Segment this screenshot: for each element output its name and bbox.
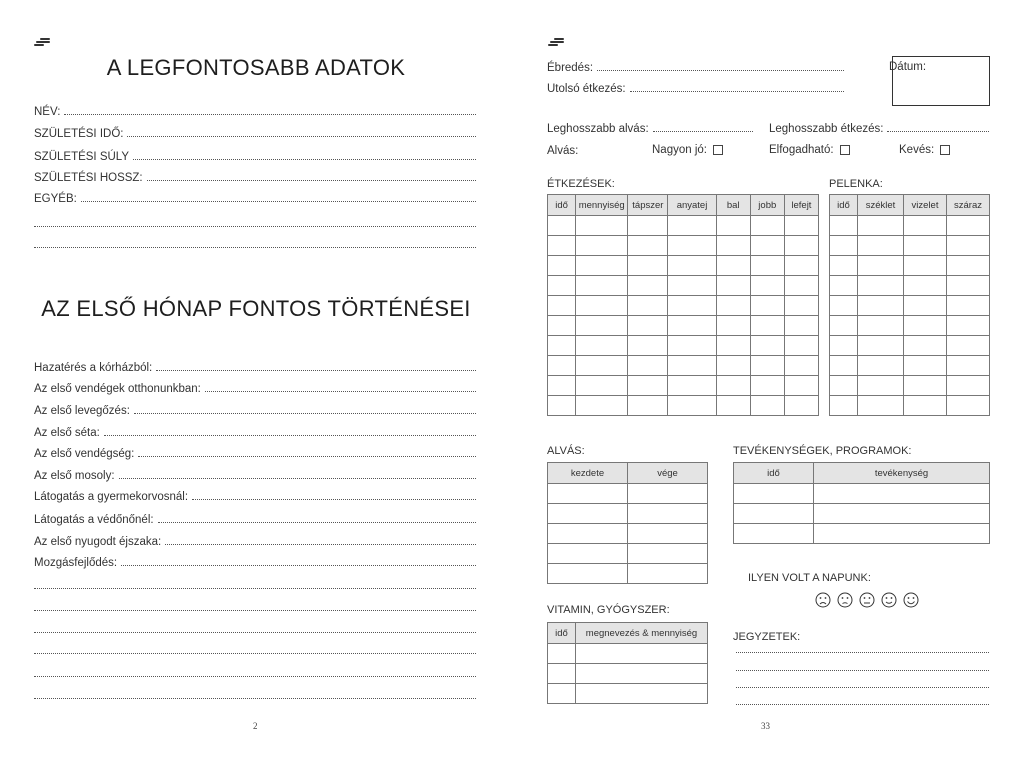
column-header: jobb — [750, 195, 784, 216]
event-field[interactable] — [34, 470, 476, 482]
event-field[interactable] — [34, 536, 476, 548]
event-field-label: Az első séta: — [34, 427, 100, 439]
table-cell[interactable] — [750, 216, 784, 236]
table-row — [830, 216, 990, 236]
table-cell[interactable] — [668, 316, 716, 336]
table-cell[interactable] — [784, 336, 818, 356]
table-cell[interactable] — [548, 524, 628, 544]
event-field-label: Látogatás a gyermekorvosnál: — [34, 491, 189, 503]
column-header: idő — [734, 463, 814, 484]
page-number: 2 — [253, 721, 258, 731]
longest-sleep-field[interactable] — [547, 123, 753, 135]
notes-line[interactable] — [736, 670, 989, 671]
basic-field-line[interactable] — [64, 113, 476, 115]
event-field-line[interactable] — [104, 434, 476, 436]
event-field[interactable] — [34, 405, 476, 417]
event-field-line[interactable] — [158, 521, 476, 523]
table-cell[interactable] — [576, 336, 628, 356]
table-cell[interactable] — [858, 396, 904, 416]
table-row — [830, 376, 990, 396]
event-field-line[interactable] — [121, 564, 476, 566]
event-field[interactable] — [34, 427, 476, 439]
diaper-section-title: PELENKA: — [829, 178, 883, 190]
table-cell[interactable] — [628, 296, 668, 316]
table-cell[interactable] — [576, 664, 708, 684]
table-row — [830, 336, 990, 356]
date-label: Dátum: — [889, 61, 927, 73]
diaper-table[interactable] — [829, 194, 990, 416]
table-cell[interactable] — [576, 644, 708, 664]
table-cell[interactable] — [548, 484, 628, 504]
basic-field[interactable] — [34, 151, 476, 163]
table-cell[interactable] — [858, 376, 904, 396]
column-header: idő — [548, 623, 576, 644]
little-label: Kevés: — [899, 144, 935, 156]
blank-line[interactable] — [34, 610, 476, 611]
day-rating-faces — [815, 592, 919, 608]
table-cell[interactable] — [628, 276, 668, 296]
very-happy-face-icon[interactable] — [903, 592, 919, 608]
table-cell[interactable] — [548, 296, 576, 316]
table-cell[interactable] — [628, 316, 668, 336]
basic-field-line[interactable] — [127, 135, 476, 137]
table-cell[interactable] — [814, 484, 990, 504]
table-row — [548, 216, 819, 236]
table-cell[interactable] — [858, 236, 904, 256]
table-cell[interactable] — [830, 296, 858, 316]
blank-line[interactable] — [34, 588, 476, 589]
column-header: megnevezés & mennyiség — [576, 623, 708, 644]
table-row — [830, 316, 990, 336]
table-row — [548, 276, 819, 296]
table-row — [548, 256, 819, 276]
table-row — [548, 684, 708, 704]
event-field-label: Az első nyugodt éjszaka: — [34, 536, 162, 548]
column-header: száraz — [947, 195, 990, 216]
table-row — [548, 524, 708, 544]
blank-line[interactable] — [34, 698, 476, 699]
basic-field-label: SZÜLETÉSI SÚLY — [34, 151, 130, 163]
column-header: széklet — [858, 195, 904, 216]
sleep-quality-label: Alvás: — [547, 145, 579, 157]
table-cell[interactable] — [814, 524, 990, 544]
table-cell[interactable] — [548, 684, 576, 704]
event-field-label: Az első mosoly: — [34, 470, 115, 482]
table-cell[interactable] — [576, 316, 628, 336]
basic-field-line[interactable] — [133, 158, 476, 160]
table-cell[interactable] — [858, 356, 904, 376]
table-cell[interactable] — [734, 524, 814, 544]
table-cell[interactable] — [716, 296, 750, 316]
vitamin-section-title: VITAMIN, GYÓGYSZER: — [547, 604, 670, 616]
sleep-table[interactable] — [547, 462, 708, 584]
notes-line[interactable] — [736, 704, 989, 705]
event-field[interactable] — [34, 557, 476, 569]
blank-line[interactable] — [34, 653, 476, 654]
basic-field-label: NÉV: — [34, 106, 61, 118]
table-cell[interactable] — [784, 396, 818, 416]
table-cell[interactable] — [830, 236, 858, 256]
table-cell[interactable] — [858, 336, 904, 356]
table-cell[interactable] — [576, 684, 708, 704]
table-cell[interactable] — [716, 216, 750, 236]
event-field[interactable] — [34, 362, 476, 374]
table-cell[interactable] — [548, 256, 576, 276]
table-cell[interactable] — [576, 296, 628, 316]
table-cell[interactable] — [716, 256, 750, 276]
longest-sleep-label: Leghosszabb alvás: — [547, 123, 649, 135]
acceptable-option[interactable] — [769, 144, 850, 156]
right-page — [512, 0, 1024, 768]
very-good-option[interactable] — [652, 144, 723, 156]
basic-field[interactable] — [34, 172, 476, 184]
event-field-line[interactable] — [165, 543, 476, 545]
page-title-main-data: A LEGFONTOSABB ADATOK — [106, 55, 406, 80]
table-row — [548, 356, 819, 376]
little-checkbox[interactable] — [940, 145, 950, 155]
meals-table[interactable] — [547, 194, 819, 416]
event-field-line[interactable] — [119, 477, 476, 479]
event-field-label: Mozgásfejlődés: — [34, 557, 118, 569]
basic-field-label: EGYÉB: — [34, 193, 77, 205]
activities-table[interactable] — [733, 462, 990, 544]
table-row — [548, 236, 819, 256]
event-field-line[interactable] — [192, 498, 476, 500]
blank-line[interactable] — [34, 632, 476, 633]
table-cell[interactable] — [548, 356, 576, 376]
table-cell[interactable] — [904, 316, 947, 336]
pen-logo-icon — [34, 38, 52, 48]
table-cell[interactable] — [628, 356, 668, 376]
column-header: mennyiség — [576, 195, 628, 216]
neutral-face-icon[interactable] — [859, 592, 875, 608]
table-cell[interactable] — [947, 256, 990, 276]
table-cell[interactable] — [784, 216, 818, 236]
table-cell[interactable] — [947, 236, 990, 256]
table-cell[interactable] — [830, 376, 858, 396]
page-number: 33 — [761, 721, 770, 731]
table-cell[interactable] — [904, 356, 947, 376]
table-cell[interactable] — [628, 504, 708, 524]
table-cell[interactable] — [628, 484, 708, 504]
table-cell[interactable] — [576, 236, 628, 256]
basic-field-line[interactable] — [147, 179, 476, 181]
table-row — [830, 356, 990, 376]
table-cell[interactable] — [548, 376, 576, 396]
table-cell[interactable] — [947, 276, 990, 296]
table-row — [734, 504, 990, 524]
table-cell[interactable] — [750, 396, 784, 416]
table-cell[interactable] — [814, 504, 990, 524]
table-cell[interactable] — [548, 664, 576, 684]
table-row — [548, 564, 708, 584]
last-meal-field[interactable] — [547, 83, 844, 95]
event-field-line[interactable] — [138, 455, 476, 457]
table-cell[interactable] — [716, 376, 750, 396]
table-row — [548, 484, 708, 504]
table-row — [830, 236, 990, 256]
column-header: bal — [716, 195, 750, 216]
table-row — [734, 484, 990, 504]
table-cell[interactable] — [628, 336, 668, 356]
table-cell[interactable] — [750, 336, 784, 356]
event-field-line[interactable] — [205, 390, 476, 392]
table-cell[interactable] — [576, 396, 628, 416]
table-cell[interactable] — [716, 396, 750, 416]
blank-line[interactable] — [34, 247, 476, 248]
table-cell[interactable] — [830, 316, 858, 336]
table-cell[interactable] — [784, 236, 818, 256]
wake-field[interactable] — [547, 62, 844, 74]
table-cell[interactable] — [734, 484, 814, 504]
table-cell[interactable] — [548, 236, 576, 256]
blank-line[interactable] — [34, 676, 476, 677]
day-rating-label: ILYEN VOLT A NAPUNK: — [748, 572, 871, 584]
table-cell[interactable] — [548, 544, 628, 564]
blank-line[interactable] — [34, 226, 476, 227]
event-field-label: Az első vendégek otthonunkban: — [34, 383, 201, 395]
table-row — [830, 256, 990, 276]
table-cell[interactable] — [904, 296, 947, 316]
table-cell[interactable] — [668, 376, 716, 396]
table-cell[interactable] — [830, 276, 858, 296]
column-header: tevékenység — [814, 463, 990, 484]
column-header: idő — [830, 195, 858, 216]
event-field-label: Hazatérés a kórházból: — [34, 362, 153, 374]
table-cell[interactable] — [750, 356, 784, 376]
table-cell[interactable] — [716, 316, 750, 336]
table-cell[interactable] — [830, 256, 858, 276]
table-cell[interactable] — [904, 236, 947, 256]
table-cell[interactable] — [548, 396, 576, 416]
wake-label: Ébredés: — [547, 62, 594, 74]
table-cell[interactable] — [548, 644, 576, 664]
very-good-label: Nagyon jó: — [652, 144, 707, 156]
table-row — [548, 644, 708, 664]
happy-face-icon[interactable] — [881, 592, 897, 608]
table-cell[interactable] — [548, 336, 576, 356]
table-cell[interactable] — [947, 296, 990, 316]
table-cell[interactable] — [628, 564, 708, 584]
table-cell[interactable] — [904, 336, 947, 356]
column-header: idő — [548, 195, 576, 216]
table-row — [734, 524, 990, 544]
table-cell[interactable] — [947, 336, 990, 356]
event-field-label: Az első levegőzés: — [34, 405, 130, 417]
table-cell[interactable] — [548, 276, 576, 296]
sad-face-icon[interactable] — [837, 592, 853, 608]
table-cell[interactable] — [668, 336, 716, 356]
table-cell[interactable] — [830, 336, 858, 356]
column-header: kezdete — [548, 463, 628, 484]
table-cell[interactable] — [904, 216, 947, 236]
table-cell[interactable] — [716, 336, 750, 356]
table-cell[interactable] — [904, 396, 947, 416]
notes-label: JEGYZETEK: — [733, 631, 801, 643]
table-cell[interactable] — [904, 276, 947, 296]
table-cell[interactable] — [830, 396, 858, 416]
table-cell[interactable] — [784, 376, 818, 396]
table-cell[interactable] — [628, 256, 668, 276]
table-cell[interactable] — [576, 276, 628, 296]
table-cell[interactable] — [716, 236, 750, 256]
event-field[interactable] — [34, 383, 476, 395]
table-cell[interactable] — [858, 256, 904, 276]
table-row — [548, 504, 708, 524]
last-meal-label: Utolsó étkezés: — [547, 83, 626, 95]
basic-field-line[interactable] — [81, 200, 476, 202]
table-cell[interactable] — [576, 356, 628, 376]
table-row — [830, 396, 990, 416]
table-cell[interactable] — [750, 256, 784, 276]
table-cell[interactable] — [576, 256, 628, 276]
event-field-label: Az első vendégség: — [34, 448, 135, 460]
table-cell[interactable] — [904, 256, 947, 276]
table-cell[interactable] — [947, 356, 990, 376]
table-row — [548, 296, 819, 316]
column-header: vége — [628, 463, 708, 484]
page-title-first-month: AZ ELSŐ HÓNAP FONTOS TÖRTÉNÉSEI — [41, 296, 471, 321]
table-cell[interactable] — [668, 236, 716, 256]
table-row — [548, 664, 708, 684]
table-row — [548, 544, 708, 564]
table-cell[interactable] — [668, 216, 716, 236]
column-header: vizelet — [904, 195, 947, 216]
table-cell[interactable] — [628, 544, 708, 564]
basic-field[interactable] — [34, 193, 476, 205]
notes-line[interactable] — [736, 687, 989, 688]
acceptable-checkbox[interactable] — [840, 145, 850, 155]
table-cell[interactable] — [750, 376, 784, 396]
date-box[interactable] — [889, 56, 990, 106]
column-header: anyatej — [668, 195, 716, 216]
event-field[interactable] — [34, 514, 476, 526]
table-cell[interactable] — [716, 276, 750, 296]
table-cell[interactable] — [784, 296, 818, 316]
basic-field-label: SZÜLETÉSI IDŐ: — [34, 128, 124, 140]
table-cell[interactable] — [628, 236, 668, 256]
basic-field[interactable] — [34, 128, 476, 140]
table-cell[interactable] — [734, 504, 814, 524]
table-cell[interactable] — [576, 216, 628, 236]
vitamin-table[interactable] — [547, 622, 708, 704]
table-cell[interactable] — [858, 316, 904, 336]
table-cell[interactable] — [750, 236, 784, 256]
table-cell[interactable] — [750, 296, 784, 316]
sleep-section-title: ALVÁS: — [547, 445, 585, 457]
table-row — [830, 276, 990, 296]
table-cell[interactable] — [784, 356, 818, 376]
table-cell[interactable] — [628, 396, 668, 416]
table-cell[interactable] — [858, 296, 904, 316]
table-cell[interactable] — [858, 276, 904, 296]
pen-logo-icon — [548, 38, 566, 48]
table-cell[interactable] — [830, 356, 858, 376]
column-header: lefejt — [784, 195, 818, 216]
notes-line[interactable] — [736, 652, 989, 653]
event-field-label: Látogatás a védőnőnél: — [34, 514, 154, 526]
basic-field[interactable] — [34, 106, 476, 118]
very-sad-face-icon[interactable] — [815, 592, 831, 608]
longest-meal-label: Leghosszabb étkezés: — [769, 123, 884, 135]
table-cell[interactable] — [548, 504, 628, 524]
longest-meal-field[interactable] — [769, 123, 989, 135]
little-option[interactable] — [899, 144, 950, 156]
table-cell[interactable] — [668, 276, 716, 296]
table-cell[interactable] — [947, 316, 990, 336]
table-cell[interactable] — [947, 376, 990, 396]
table-cell[interactable] — [947, 396, 990, 416]
table-cell[interactable] — [668, 296, 716, 316]
table-row — [548, 316, 819, 336]
table-cell[interactable] — [830, 216, 858, 236]
meals-section-title: ÉTKEZÉSEK: — [547, 178, 615, 190]
acceptable-label: Elfogadható: — [769, 144, 834, 156]
table-row — [830, 296, 990, 316]
table-row — [548, 336, 819, 356]
table-cell[interactable] — [628, 216, 668, 236]
table-cell[interactable] — [576, 376, 628, 396]
event-field-line[interactable] — [134, 412, 476, 414]
table-cell[interactable] — [784, 276, 818, 296]
table-cell[interactable] — [668, 396, 716, 416]
table-cell[interactable] — [668, 356, 716, 376]
basic-field-label: SZÜLETÉSI HOSSZ: — [34, 172, 143, 184]
table-cell[interactable] — [628, 524, 708, 544]
table-cell[interactable] — [750, 276, 784, 296]
column-header: tápszer — [628, 195, 668, 216]
table-cell[interactable] — [716, 356, 750, 376]
very-good-checkbox[interactable] — [713, 145, 723, 155]
event-field[interactable] — [34, 491, 476, 503]
table-cell[interactable] — [904, 376, 947, 396]
table-cell[interactable] — [628, 376, 668, 396]
event-field-line[interactable] — [156, 369, 476, 371]
table-cell[interactable] — [784, 256, 818, 276]
event-field[interactable] — [34, 448, 476, 460]
table-cell[interactable] — [784, 316, 818, 336]
activities-section-title: TEVÉKENYSÉGEK, PROGRAMOK: — [733, 445, 912, 457]
table-cell[interactable] — [668, 256, 716, 276]
table-cell[interactable] — [947, 216, 990, 236]
table-cell[interactable] — [548, 216, 576, 236]
table-row — [548, 376, 819, 396]
table-cell[interactable] — [548, 564, 628, 584]
table-cell[interactable] — [750, 316, 784, 336]
table-cell[interactable] — [858, 216, 904, 236]
table-row — [548, 396, 819, 416]
table-cell[interactable] — [548, 316, 576, 336]
